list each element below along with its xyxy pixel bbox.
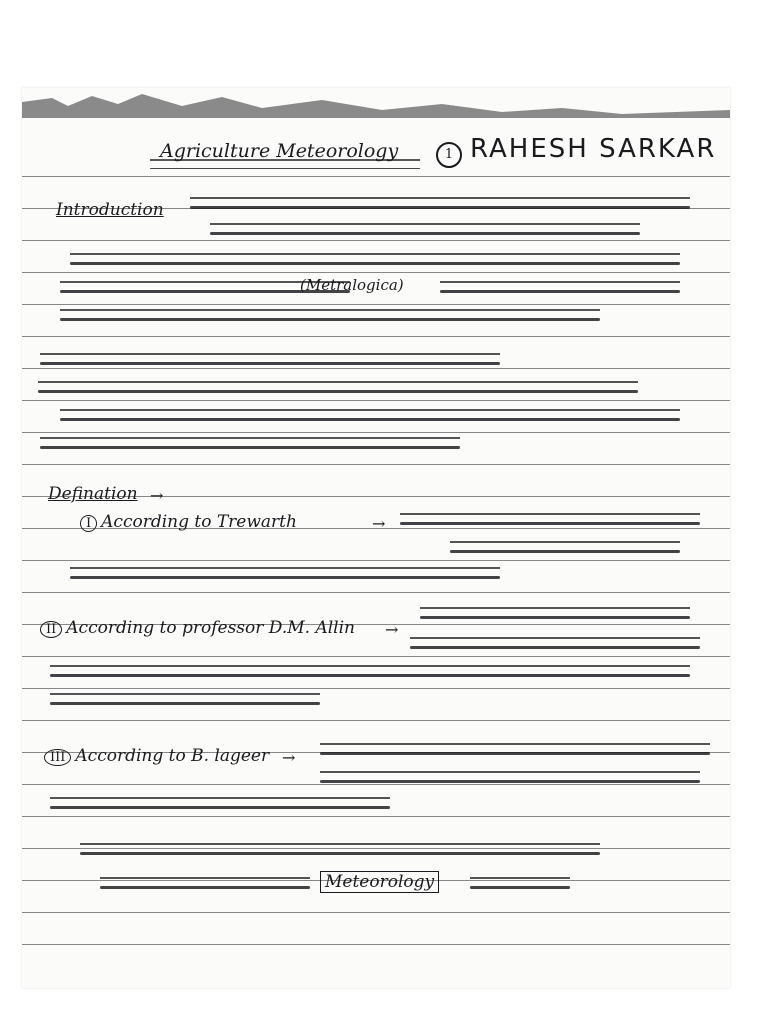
ruled-line [22,272,730,273]
handwritten-line [420,616,690,619]
ruled-line [22,912,730,913]
handwritten-line [440,290,680,293]
definition-1-number: I [80,515,97,532]
arrow-icon: → [372,514,386,533]
handwritten-line [400,522,700,525]
handwritten-line [410,646,700,649]
handwritten-line [40,446,460,449]
ruled-line [22,240,730,241]
defination-heading: Defination [48,484,138,504]
ruled-line [22,816,730,817]
torn-top-edge [22,88,730,124]
handwritten-line [60,318,600,321]
ruled-line [22,560,730,561]
arrow-icon: → [385,620,399,639]
handwritten-line [210,232,640,235]
handwritten-line [50,674,690,677]
handwritten-line [320,752,710,755]
ruled-line [22,464,730,465]
arrow-icon: → [282,748,296,767]
handwritten-line [450,550,680,553]
handwritten-line [100,886,310,889]
ruled-line [22,432,730,433]
ruled-line [22,592,730,593]
ruled-line [22,176,730,177]
ruled-line [22,336,730,337]
definition-2-source: II According to professor D.M. Allin [40,618,355,638]
ruled-line [22,720,730,721]
definition-3-number: III [44,749,71,766]
ruled-line [22,784,730,785]
handwritten-line [40,362,500,365]
handwritten-line [80,852,600,855]
ruled-line [22,368,730,369]
ruled-line [22,688,730,689]
ruled-line [22,944,730,945]
page-title: Agriculture Meteorology [160,140,399,162]
definition-2-number: II [40,621,62,638]
title-circle-mark: 1 [436,142,462,168]
metralogica-term: (Metralogica) [300,276,404,294]
definition-1-source: I According to Trewarth [80,512,297,532]
handwritten-line [70,262,680,265]
arrow-icon: → [150,486,164,505]
ruled-line [22,848,730,849]
introduction-heading: Introduction [56,200,164,220]
ruled-line [22,400,730,401]
handwritten-line [50,806,390,809]
handwritten-line [320,780,700,783]
handwritten-line [190,206,690,209]
ruled-line [22,656,730,657]
meteorology-term: Meteorology [320,872,439,892]
ruled-line [22,304,730,305]
handwritten-line [470,886,570,889]
handwritten-line [50,702,320,705]
handwritten-line [38,390,638,393]
handwritten-line [60,418,680,421]
author-name: RAHESH SARKAR [470,134,717,164]
handwritten-line [70,576,500,579]
definition-3-source: III According to B. lageer [44,746,269,766]
